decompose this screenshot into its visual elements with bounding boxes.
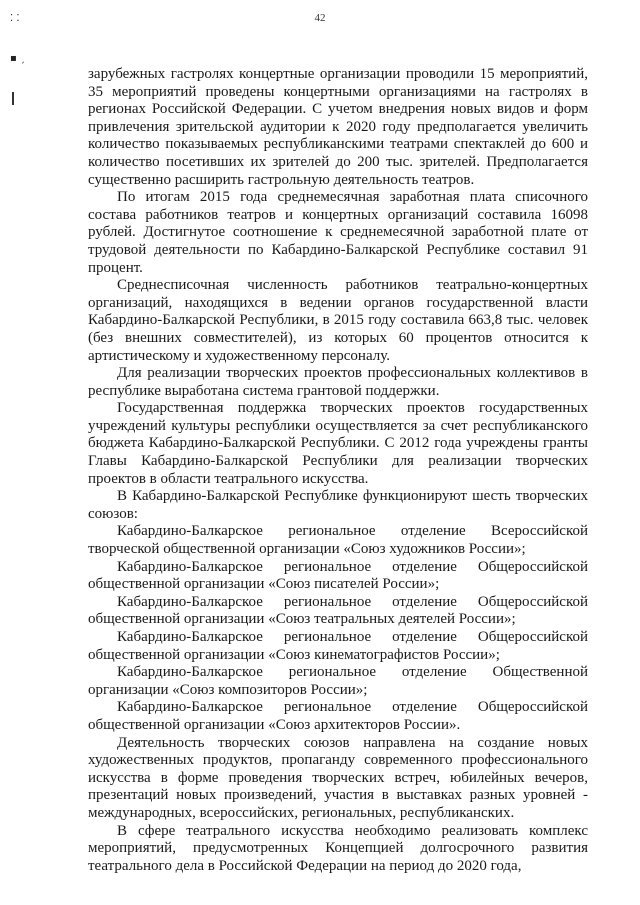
paragraph: зарубежных гастролях концертные организации проводили 15 мероприятий, 35 мероприятий проведены концертными организациями на гастролях в регионах Российской Федерации. С учетом внедрения новых видов и форм привлечения зрительской аудитории к 2020 году предполагается увеличить количество показываемых республиканскими театрами спектаклей до 600 и количество посетивших их зрителей до 200 тыс. зрителей. Предполагается существенно расширить гастрольную деятельность театров. bbox=[88, 66, 588, 188]
scan-mark-middle: ▪ ˏ bbox=[10, 53, 25, 64]
list-item: Кабардино-Балкарское региональное отделение Всероссийской творческой общественной организации «Союз художников России»; bbox=[88, 523, 588, 558]
page-number: 42 bbox=[314, 12, 326, 24]
list-item: Кабардино-Балкарское региональное отделение Общероссийской общественной организации «Союз писателей России»; bbox=[88, 558, 588, 593]
list-item: Кабардино-Балкарское региональное отделение Общероссийской общественной организации «Союз архитекторов России». bbox=[88, 699, 588, 733]
paragraph: В Кабардино-Балкарской Республике функционируют шесть творческих союзов: bbox=[88, 488, 588, 522]
scan-line-mark bbox=[12, 92, 14, 105]
scan-mark-top: ⁚ ⁚ bbox=[10, 13, 20, 24]
paragraph: Среднесписочная численность работников театрально-концертных организаций, находящихся в ведении органов государственной власти Кабардино-Балкарской Республики, в 2015 году составила 663,8 тыс. человек (без внешних совместителей), из которых 60 процентов относится к артистическому и художественному персоналу. bbox=[88, 277, 588, 364]
list-item: Кабардино-Балкарское региональное отделение Общественной организации «Союз композиторов России»; bbox=[88, 664, 588, 698]
paragraph: В сфере театрального искусства необходимо реализовать комплекс мероприятий, предусмотренных Концепцией долгосрочного развития театрального дела в Российской Федерации на период до 2020 года, bbox=[88, 822, 588, 874]
paragraph: По итогам 2015 года среднемесячная заработная плата списочного состава работников театров и концертных организаций составила 16098 рублей. Достигнутое соотношение к среднемесячной заработной плате от трудовой деятельности по Кабардино-Балкарской Республике составил 91 процент. bbox=[88, 189, 588, 276]
list-item: Кабардино-Балкарское региональное отделение Общероссийской общественной организации «Союз театральных деятелей России»; bbox=[88, 593, 588, 628]
paragraph: Государственная поддержка творческих проектов государственных учреждений культуры республики осуществляется за счет республиканского бюджета Кабардино-Балкарской Республики. С 2012 года учреждены гранты Главы Кабардино-Балкарской Республики для реализации творческих проектов в области театрального искусства. bbox=[88, 400, 588, 487]
paragraph: Для реализации творческих проектов профессиональных коллективов в республике выработана система грантовой поддержки. bbox=[88, 365, 588, 399]
paragraph: Деятельность творческих союзов направлена на создание новых художественных продуктов, пропаганду современного профессионального искусства в форме проведения творческих встреч, юбилейных вечеров, презентаций новых произведений, участия в выставках разных уровней - международных, всероссийских, региональных, республиканских. bbox=[88, 734, 588, 821]
list-item: Кабардино-Балкарское региональное отделение Общероссийской общественной организации «Союз кинематографистов России»; bbox=[88, 629, 588, 663]
document-body bbox=[88, 66, 588, 875]
